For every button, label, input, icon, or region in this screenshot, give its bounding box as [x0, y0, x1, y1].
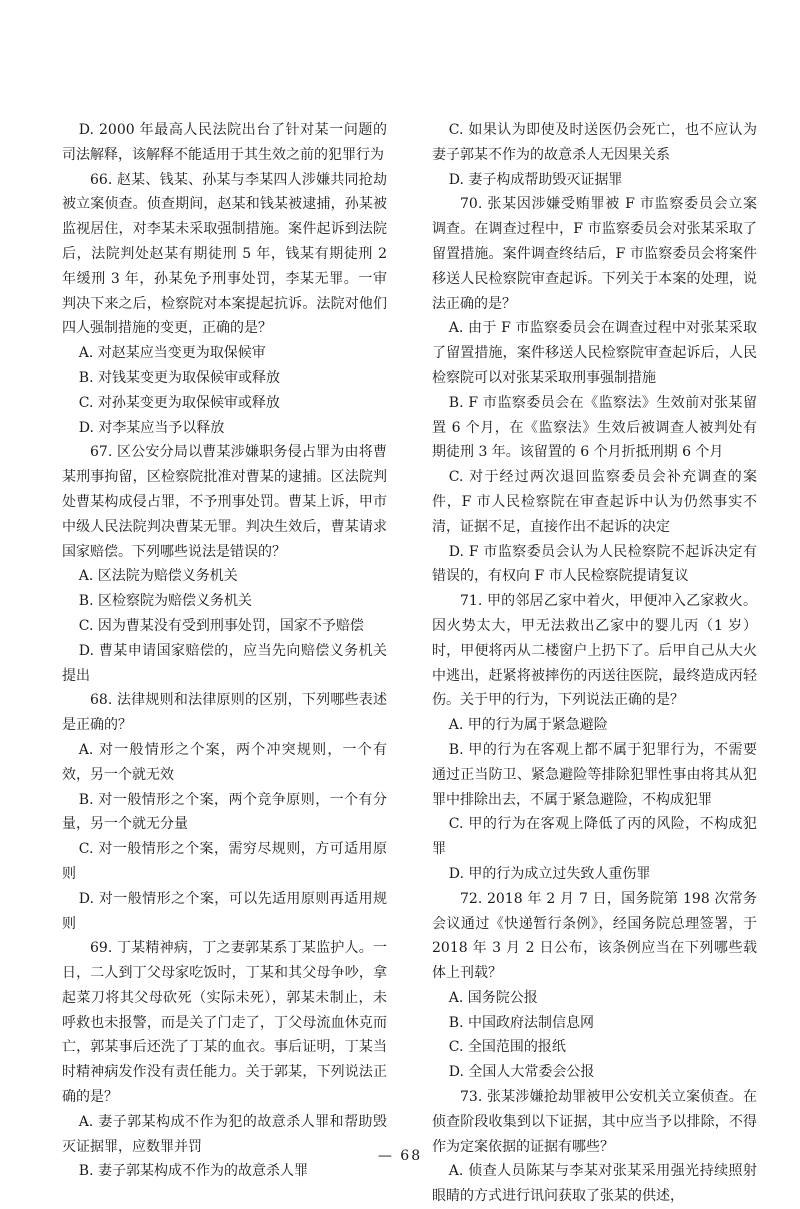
- question-paragraph: 71. 甲的邻居乙家中着火，甲便冲入乙家救火。因火势太大，甲无法救出乙家中的婴儿丙（1 岁）时，甲便将丙从二楼窗户上扔下了。后甲自己从大火中逃出，赶紧将被摔伤的丙送往医院，最终造成丙轻伤。关于甲的行为，下列说法正确的是？: [432, 593, 757, 709]
- option-paragraph: C. 甲的行为在客观上降低了丙的风险，不构成犯罪: [432, 816, 757, 858]
- option-paragraph: A. 对一般情形之个案，两个冲突规则，一个有效，另一个就无效: [62, 741, 387, 783]
- option-paragraph: A. 区法院为赔偿义务机关: [78, 568, 238, 585]
- option-paragraph: D. 妻子构成帮助毁灭证据罪: [448, 171, 623, 188]
- option-paragraph: C. 因为曹某没有受到刑事处罚，国家不予赔偿: [78, 617, 364, 634]
- option-paragraph: A. 国务院公报: [448, 989, 538, 1006]
- option-paragraph: C. 对孙某变更为取保候审或释放: [78, 394, 280, 411]
- option-paragraph: A. 对赵某应当变更为取保候审: [78, 345, 266, 362]
- question-paragraph: 73. 张某涉嫌抢劫罪被甲公安机关立案侦查。在侦查阶段收集到以下证据，其中应当予以排除，不得作为定案依据的证据有哪些？: [432, 1089, 757, 1155]
- page-footer: [0, 1148, 800, 1164]
- option-paragraph: C. 全国范围的报纸: [448, 1039, 566, 1056]
- option-paragraph: B. F 市监察委员会在《监察法》生效前对张某留置 6 个月，在《监察法》生效后被调查人被判处有期徒刑 3 年。该留置的 6 个月折抵刑期 6 个月: [432, 394, 757, 461]
- question-paragraph: 72. 2018 年 2 月 7 日，国务院第 198 次常务会议通过《快递暂行条例》，经国务院总理签署，于 2018 年 3 月 2 日公布，该条例应当在下列哪些载体上刊载？: [432, 890, 757, 982]
- option-paragraph: D. 对一般情形之个案，可以先适用原则再适用规则: [62, 890, 387, 932]
- option-paragraph: B. 对一般情形之个案，两个竞争原则，一个有分量，另一个就无分量: [62, 791, 387, 833]
- option-paragraph: B. 区检察院为赔偿义务机关: [78, 593, 252, 610]
- question-paragraph: 66. 赵某、钱某、孙某与李某四人涉嫌共同抢劫被立案侦查。侦查期间，赵某和钱某被逮捕，孙某被监视居住，对李某未采取强制措施。案件起诉到法院后，法院判处赵某有期徒刑 5 年，钱某有期徒刑 2 年缓刑 3 年，孙某免予刑事处罚，李某无罪。一审判决下来之后，检察院对本案提起抗诉。法院对他们四人强制措施的变更，正确的是？: [62, 171, 387, 337]
- option-paragraph: D. F 市监察委员会认为人民检察院不起诉决定有错误的，有权向 F 市人民检察院提请复议: [432, 543, 757, 585]
- right-column: [432, 118, 757, 1209]
- option-paragraph: A. 由于 F 市监察委员会在调查过程中对张某采取了留置措施，案件移送人民检察院审查起诉后，人民检察院可以对张某采取刑事强制措施: [432, 320, 757, 386]
- option-paragraph: D. 曹某申请国家赔偿的，应当先向赔偿义务机关提出: [62, 642, 387, 684]
- option-paragraph: D. 全国人大常委会公报: [448, 1064, 595, 1081]
- option-paragraph: B. 甲的行为在客观上都不属于犯罪行为，不需要通过正当防卫、紧急避险等排除犯罪性事由将其从犯罪中排除出去，不属于紧急避险，不构成犯罪: [432, 741, 757, 808]
- option-paragraph: B. 对钱某变更为取保候审或释放: [78, 369, 280, 386]
- option-paragraph: A. 妻子郭某构成不作为犯的故意杀人罪和帮助毁灭证据罪，应数罪并罚: [62, 1113, 387, 1155]
- option-paragraph: C. 对一般情形之个案，需穷尽规则，方可适用原则: [62, 841, 387, 882]
- option-paragraph: A. 甲的行为属于紧急避险: [448, 717, 608, 734]
- question-paragraph: 67. 区公安分局以曹某涉嫌职务侵占罪为由将曹某刑事拘留，区检察院批准对曹某的逮捕。区法院判处曹某构成侵占罪，不予刑事处罚。曹某上诉，甲市中级人民法院判决曹某无罪。判决生效后，曹某请求国家赔偿。下列哪些说法是错误的？: [62, 444, 387, 560]
- question-paragraph: 68. 法律规则和法律原则的区别，下列哪些表述是正确的？: [62, 692, 387, 734]
- option-paragraph: C. 如果认为即使及时送医仍会死亡，也不应认为妻子郭某不作为的故意杀人无因果关系: [432, 122, 757, 163]
- option-paragraph: D. 2000 年最高人民法院出台了针对某一问题的司法解释，该解释不能适用于其生效之前的犯罪行为: [62, 122, 387, 163]
- page-number: — 68: [377, 1148, 423, 1164]
- question-paragraph: 70. 张某因涉嫌受贿罪被 F 市监察委员会立案调查。在调查过程中，F 市监察委员会对张某采取了留置措施。案件调查终结后，F 市监察委员会将案件移送人民检察院审查起诉。下列关于本案的处理，说法正确的是？: [432, 196, 757, 312]
- option-paragraph: B. 妻子郭某构成不作为的故意杀人罪: [78, 1163, 308, 1180]
- option-paragraph: D. 甲的行为成立过失致人重伤罪: [448, 865, 651, 882]
- option-paragraph: C. 对于经过两次退回监察委员会补充调查的案件，F 市人民检察院在审查起诉中认为仍然事实不清，证据不足，直接作出不起诉的决定: [432, 469, 757, 535]
- left-column: [62, 118, 387, 1184]
- option-paragraph: D. 对李某应当予以释放: [78, 419, 225, 436]
- option-paragraph: B. 中国政府法制信息网: [448, 1014, 594, 1031]
- question-paragraph: 69. 丁某精神病，丁之妻郭某系丁某监护人。一日，二人到丁父母家吃饭时，丁某和其父母争吵，拿起菜刀将其父母砍死（实际未死），郭某未制止，未呼救也未报警，而是关了门走了，丁父母流血休克而亡，郭某事后还洗了丁某的血衣。事后证明，丁某当时精神病发作没有责任能力。关于郭某，下列说法正确的是？: [62, 940, 387, 1106]
- option-paragraph: A. 侦查人员陈某与李某对张某采用强光持续照射眼睛的方式进行讯问获取了张某的供述，: [432, 1163, 757, 1205]
